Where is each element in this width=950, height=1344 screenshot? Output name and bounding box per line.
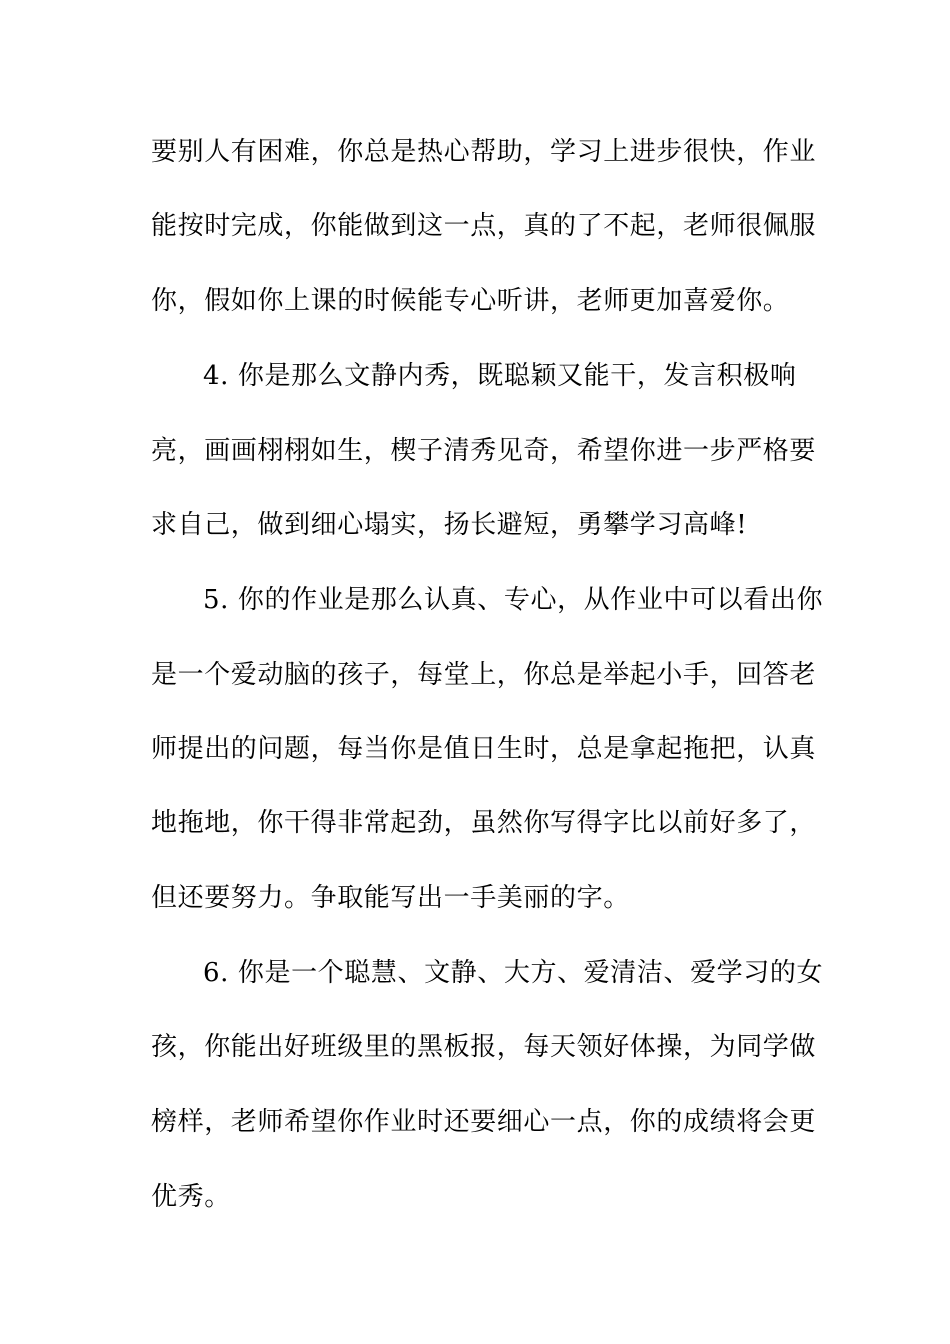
- paragraph-6-first-line: 6. 你是一个聪慧、文静、大方、爱清洁、爱学习的女: [203, 958, 824, 988]
- text-line: 师提出的问题，每当你是值日生时，总是拿起拖把，认真: [151, 734, 817, 764]
- paragraph-5-first-line: 5. 你的作业是那么认真、专心，从作业中可以看出你: [203, 585, 824, 615]
- paragraph-4-first-line: 4. 你是那么文静内秀，既聪颖又能干，发言积极响: [203, 361, 797, 391]
- text-line: 优秀。: [151, 1182, 231, 1212]
- text-line: 地拖地，你干得非常起劲，虽然你写得字比以前好多了，: [151, 808, 817, 838]
- text-line: 求自己，做到细心塌实，扬长避短，勇攀学习高峰!: [151, 510, 748, 540]
- text-line: 是一个爱动脑的孩子，每堂上，你总是举起小手，回答老: [151, 660, 817, 690]
- text-line: 要别人有困难，你总是热心帮助，学习上进步很快，作业: [151, 137, 817, 167]
- text-line: 亮，画画栩栩如生，楔子清秀见奇，希望你进一步严格要: [151, 436, 817, 466]
- text-line: 孩，你能出好班级里的黑板报，每天领好体操，为同学做: [151, 1032, 817, 1062]
- text-line: 榜样，老师希望你作业时还要细心一点，你的成绩将会更: [151, 1107, 817, 1137]
- text-line: 你，假如你上课的时候能专心听讲，老师更加喜爱你。: [151, 286, 790, 316]
- text-line: 但还要努力。争取能写出一手美丽的字。: [151, 883, 630, 913]
- text-line: 能按时完成，你能做到这一点，真的了不起，老师很佩服: [151, 211, 817, 241]
